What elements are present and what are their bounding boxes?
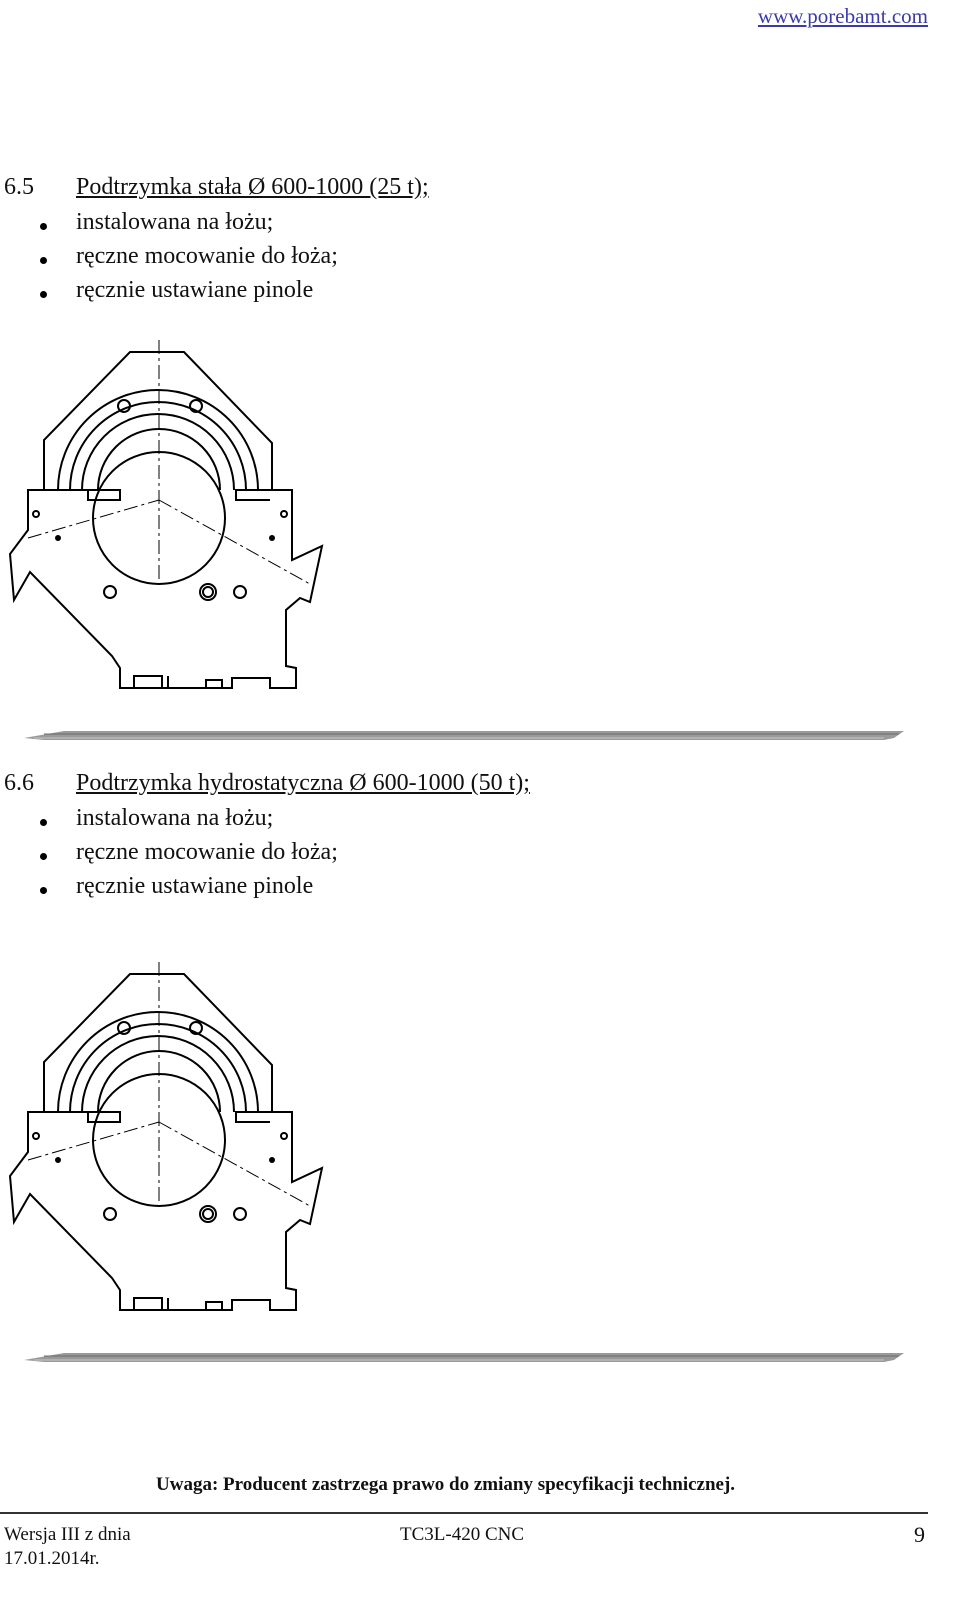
list-item: ręczne mocowanie do łoża; [76, 243, 338, 269]
section-title: Podtrzymka stała Ø 600-1000 (25 t); [76, 174, 429, 200]
bullet-icon [40, 853, 47, 860]
page-number: 9 [914, 1522, 925, 1547]
steady-rest-outline [10, 352, 322, 688]
bullet-icon [40, 819, 47, 826]
hydrostatic-steady-rest-drawing [0, 962, 340, 1322]
footer-divider [0, 1512, 928, 1514]
disclaimer-note: Uwaga: Producent zastrzega prawo do zmiany specyfikacji technicznej. [156, 1474, 736, 1495]
footer-model: TC3L-420 CNC [400, 1524, 525, 1545]
steady-rest-drawing [0, 340, 340, 700]
list-item: instalowana na łożu; [76, 209, 274, 235]
horizontal-rule [24, 1350, 904, 1364]
footer-version: Wersja III z dnia [4, 1524, 131, 1545]
bullet-icon [40, 887, 47, 894]
list-item: ręczne mocowanie do łoża; [76, 839, 338, 865]
horizontal-rule [24, 728, 904, 742]
section-number: 6.5 [4, 174, 34, 200]
steady-rest-outline [10, 974, 322, 1310]
footer-date: 17.01.2014r. [4, 1548, 100, 1569]
bullet-icon [40, 257, 47, 264]
list-item: ręcznie ustawiane pinole [76, 873, 314, 899]
list-item: ręcznie ustawiane pinole [76, 277, 314, 303]
section-number: 6.6 [4, 770, 34, 796]
website-link[interactable]: www.porebamt.com [757, 4, 928, 28]
list-item: instalowana na łożu; [76, 805, 274, 831]
bullet-icon [40, 223, 47, 230]
bullet-icon [40, 291, 47, 298]
section-title: Podtrzymka hydrostatyczna Ø 600-1000 (50 t); [76, 770, 530, 796]
